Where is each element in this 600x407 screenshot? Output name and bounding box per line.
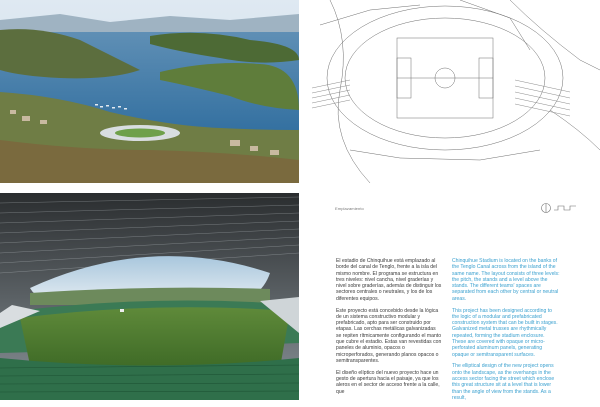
paragraph: Chinquihue Stadium is located on the banks of the Tenglo Canal across from the island of the same name. The layout consists of three levels: the pitch, the stands and a level above the stands. The different teams' spaces are separated from each other by central or neutral areas.	[452, 258, 560, 302]
caption: Emplazamiento	[335, 206, 364, 211]
scale-bar-icon	[540, 202, 580, 214]
paragraph: This project has been designed according to the logic of a modular and prefabricated construction system that can be built in stages. Galvanized metal trusses are rhythmically repeated, forming the stadium enclosure. These are covered with opaque or micro-perforated aluminum panels, generating opaque or semitransparent surfaces.	[452, 307, 558, 358]
aerial-photo	[0, 0, 299, 183]
paragraph: El estadio de Chinquihue está emplazado al borde del canal de Tenglo, frente a la isla del mismo nombre. El programa se estructura en tres niveles: nivel cancha, nivel graderías y nivel sobre graderías, además de distinguir los sectores centrales o neutrales, y los de los diferentes equipos.	[336, 258, 442, 302]
paragraph: Este proyecto está concebido desde la lógica de un sistema constructivo modular y prefabricado, apto para ser construido por etapas. Las cerchas metálicas galvanizadas se repiten rítmicamente configurando el manto que cubre el estadio. Estas van revestidas con paneles de aluminio, opacos o microperforados, generando planos opacos o semitransparentes.	[336, 307, 442, 364]
text-column-english	[452, 258, 560, 407]
paragraph: The elliptical design of the new project opens onto the landscape, as the overhangs in the access sector facing the street which enclose this great structure sit at a level that is lower than the angle of view from the stands. As a result,	[452, 363, 555, 401]
text-column-spanish	[336, 258, 442, 400]
paragraph: El diseño elíptico del nuevo proyecto hace un gesto de apertura hacia el paisaje, ya que los aleros en el sector de acceso frente a la calle, que	[336, 369, 440, 395]
site-plan	[310, 0, 600, 183]
stadium-photo	[0, 193, 299, 400]
